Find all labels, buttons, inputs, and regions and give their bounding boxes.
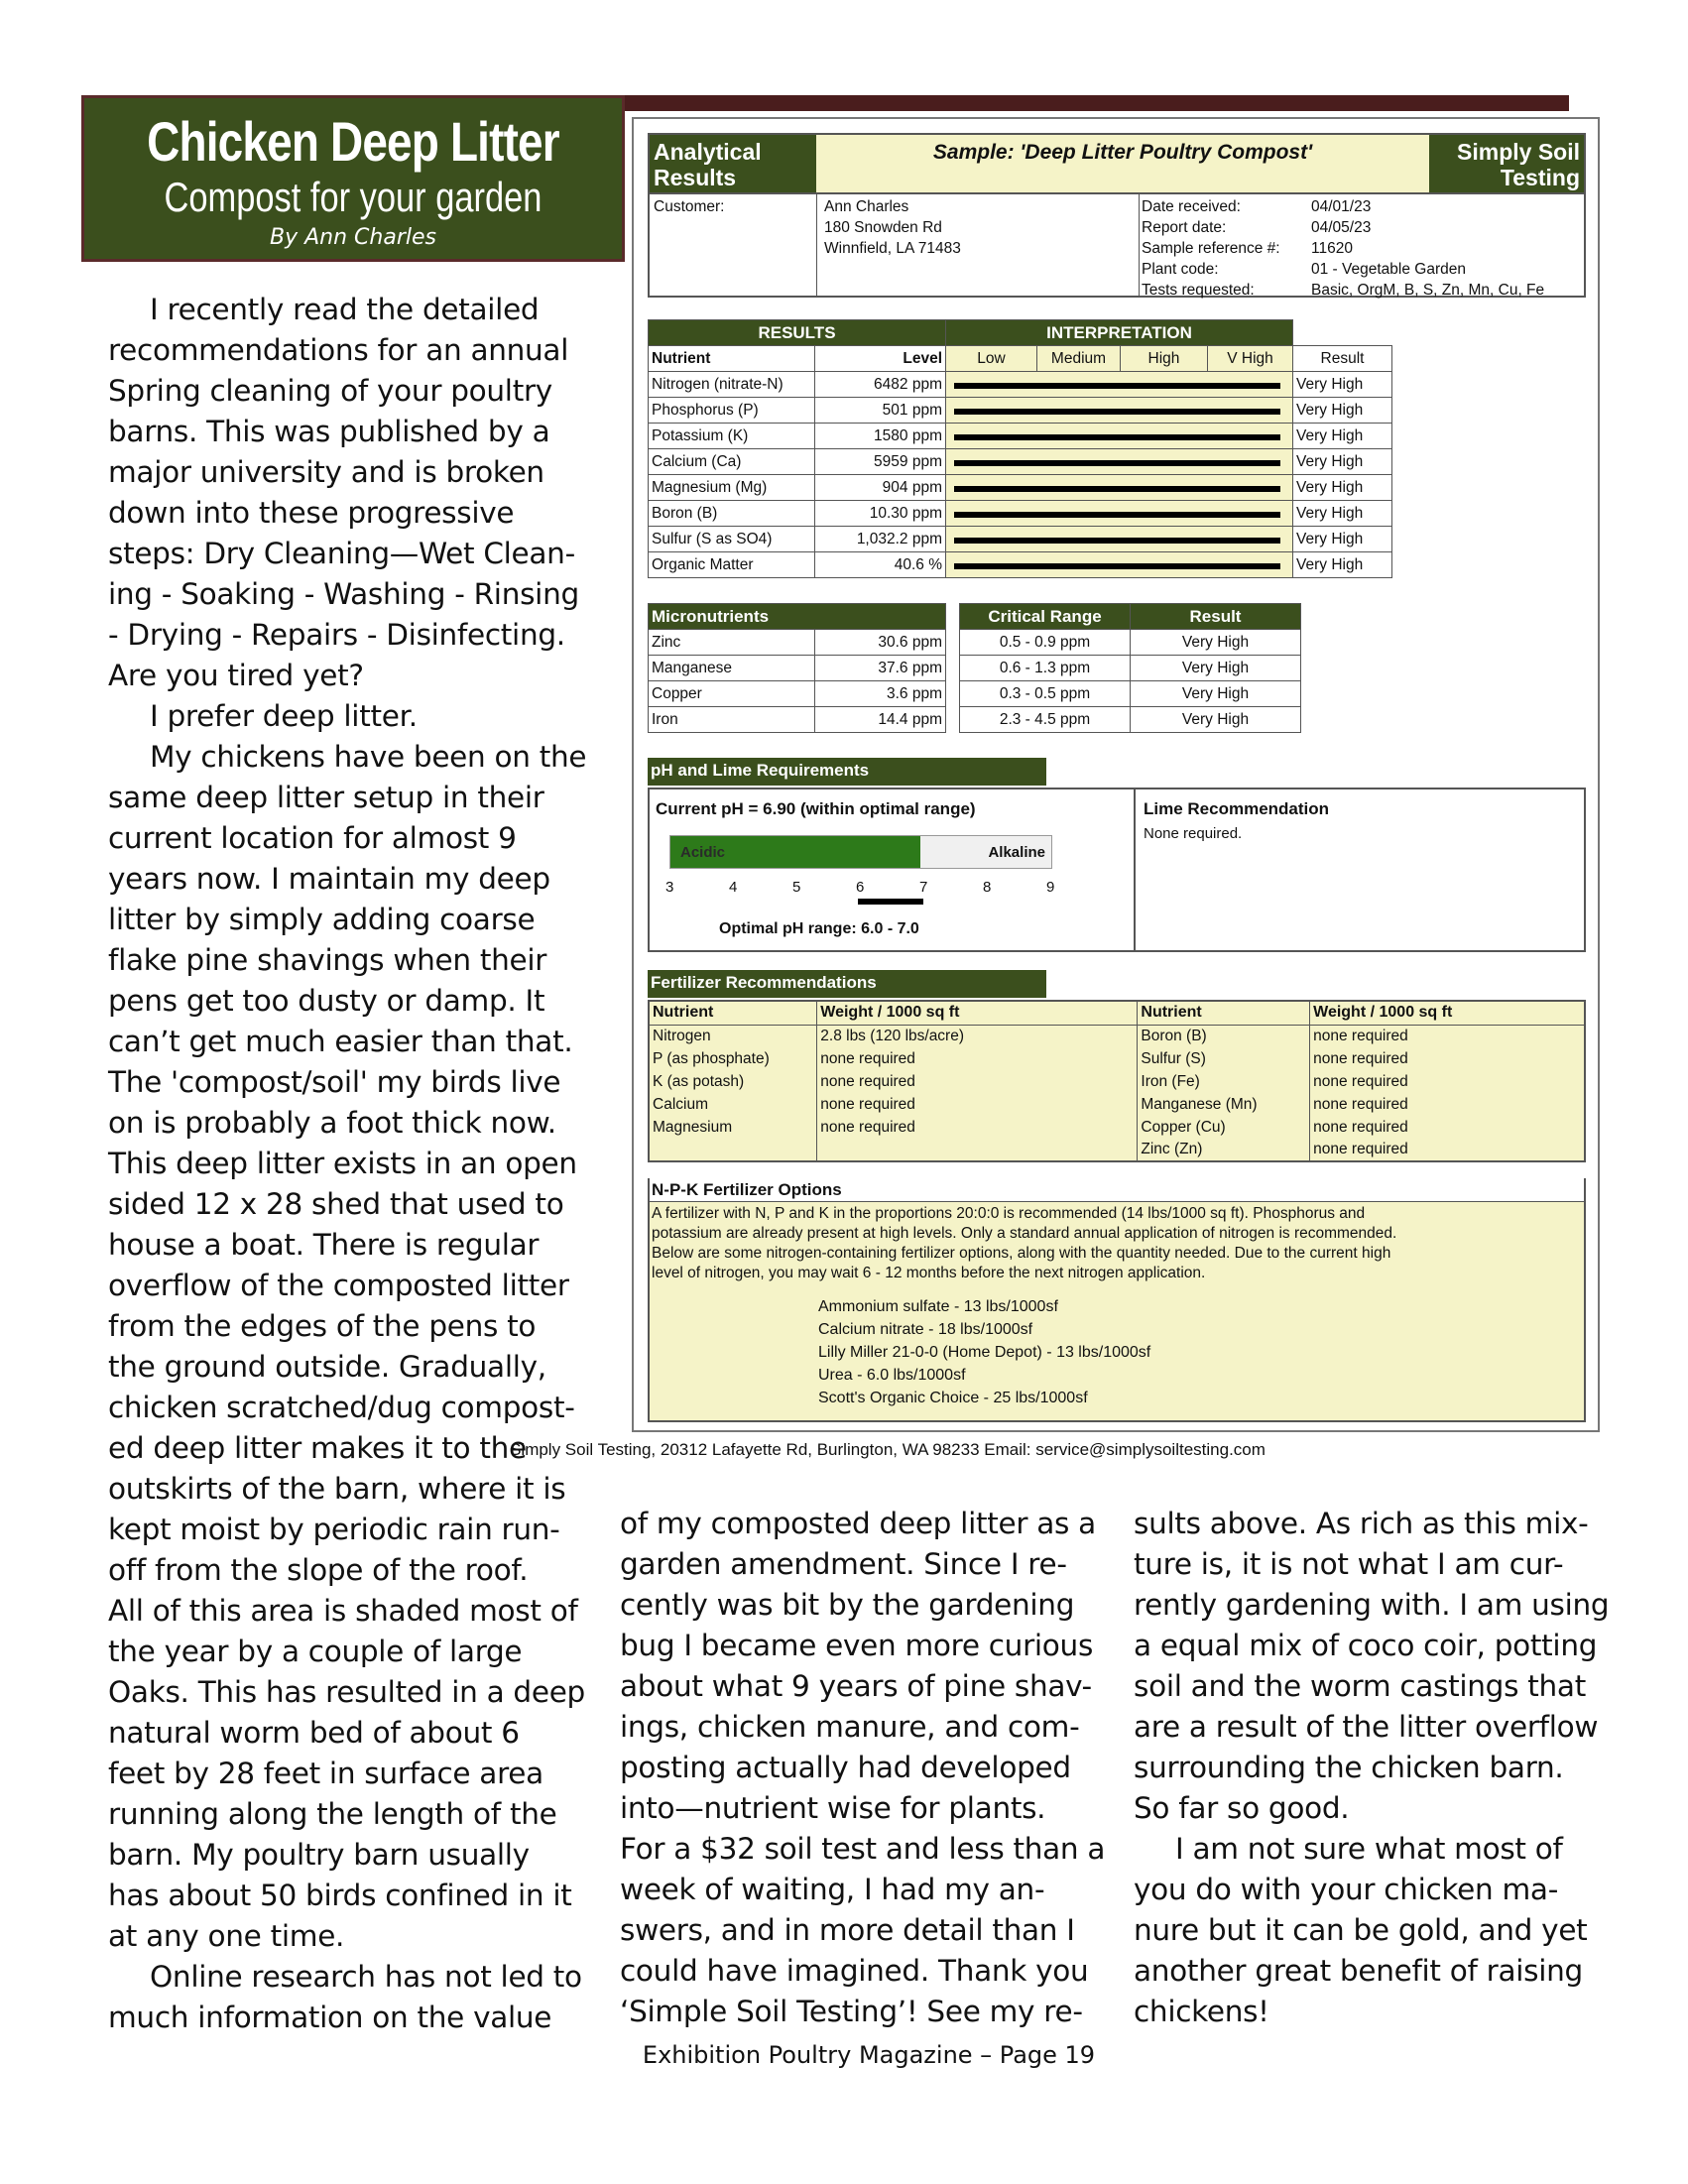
nutrient-result: Very High [1293,449,1392,475]
critical-result: Very High [1131,707,1301,733]
article-line: kept moist by periodic rain run- [108,1513,560,1546]
ph-tick-label: 3 [665,879,674,896]
article-line: from the edges of the pens to [108,1309,537,1343]
article-line: natural worm bed of about 6 [108,1716,520,1750]
micro-row [649,707,946,733]
article-line: overflow of the composted litter [108,1269,569,1302]
col-medium: Medium [1037,346,1121,372]
page-footer: Exhibition Poultry Magazine – Page 19 [642,2041,1096,2069]
article-line: ture is, it is not what I am cur- [1134,1547,1564,1581]
results-row [649,552,1392,578]
results-row [649,449,1392,475]
nutrient-name: Sulfur (S as SO4) [649,527,815,552]
fert-nutrient: Boron (B) [1138,1025,1310,1047]
soil-test-report [632,117,1600,1432]
info-label: Plant code: [1142,261,1219,278]
fertilizer-table [648,1000,1586,1162]
fert-nutrient: P (as phosphate) [649,1047,817,1070]
article-line: ed deep litter makes it to the [108,1431,527,1465]
article-line: feet by 28 feet in surface area [108,1757,543,1790]
nutrient-name: Phosphorus (P) [649,398,815,424]
nutrient-result: Very High [1293,552,1392,578]
article-subtitle: Compost for your garden [164,174,543,220]
npk-title: N-P-K Fertilizer Options [650,1178,1584,1202]
customer-address [820,196,961,259]
fert-nutrient: Manganese (Mn) [1138,1093,1310,1116]
npk-option: Scott's Organic Choice - 25 lbs/1000sf [818,1390,1088,1406]
article-line: sided 12 x 28 shed that used to [108,1187,564,1221]
article-line: This deep litter exists in an open [108,1147,577,1180]
ph-optimal-label: Optimal pH range: 6.0 - 7.0 [719,920,919,937]
article-line: steps: Dry Cleaning—Wet Clean- [108,537,575,570]
level-bar-cell [946,475,1293,501]
col-result: Result [1293,346,1392,372]
article-line: house a boat. There is regular [108,1228,540,1262]
micro-name: Copper [649,681,815,707]
article-line: major university and is broken [108,455,544,489]
level-bar-cell [946,501,1293,527]
lime-value: None required. [1144,825,1243,842]
level-bar-cell [946,527,1293,552]
critical-result: Very High [1131,681,1301,707]
ph-scale-bar [669,835,1052,869]
level-bar-cell [946,552,1293,578]
article-line: has about 50 birds confined in it [108,1879,572,1912]
col-level: Level [815,346,946,372]
article-line: running along the length of the [108,1797,557,1831]
fertilizer-row [649,1116,1585,1139]
fertilizer-title: Fertilizer Recommendations [648,970,1046,998]
article-line: outskirts of the barn, where it is [108,1472,566,1506]
fertilizer-row [649,1025,1585,1047]
info-label: Report date: [1142,219,1227,236]
article-line: you do with your chicken ma- [1134,1873,1559,1906]
fert-weight: none required [1310,1093,1585,1116]
npk-options [648,1178,1586,1422]
article-line: chicken scratched/dug compost- [108,1391,575,1424]
article-line: Online research has not led to [150,1960,582,1994]
article-line: chickens! [1134,1995,1269,2028]
nutrient-result: Very High [1293,527,1392,552]
info-value: 04/01/23 [1311,198,1372,215]
results-title: RESULTS [649,320,946,346]
level-bar [954,460,1280,466]
article-line: surrounding the chicken barn. [1134,1751,1564,1784]
npk-option: Ammonium sulfate - 13 lbs/1000sf [818,1298,1058,1315]
info-label: Tests requested: [1142,282,1255,299]
nutrient-name: Organic Matter [649,552,815,578]
level-bar [954,409,1280,415]
customer-line: 180 Snowden Rd [824,219,942,236]
article-line: litter by simply adding coarse [108,903,536,936]
article-line: All of this area is shaded most of [108,1594,578,1628]
ph-tick-label: 4 [729,879,738,896]
report-header [648,133,1586,194]
fert-nutrient: Calcium [649,1093,817,1116]
critical-range: 0.3 - 0.5 ppm [960,681,1131,707]
npk-text [650,1202,1584,1285]
article-line: on is probably a foot thick now. [108,1106,556,1140]
fert-nutrient: Iron (Fe) [1138,1070,1310,1093]
article-line: of my composted deep litter as a [620,1507,1096,1540]
interpretation-title: INTERPRETATION [946,320,1293,346]
fert-weight: none required [1310,1047,1585,1070]
nutrient-level: 40.6 % [815,552,946,578]
nutrient-result: Very High [1293,501,1392,527]
results-row [649,424,1392,449]
info-value: Basic, OrgM, B, S, Zn, Mn, Cu, Fe [1311,282,1545,299]
micro-name: Manganese [649,656,815,681]
info-label: Sample reference #: [1142,240,1280,257]
article-line: For a $32 soil test and less than a [620,1832,1106,1866]
ph-current: Current pH = 6.90 (within optimal range) [656,799,976,818]
fert-weight: none required [1310,1139,1585,1161]
fert-col-weight: Weight / 1000 sq ft [817,1001,1138,1025]
report-sample-name: Sample: 'Deep Litter Poultry Compost' [816,135,1429,192]
article-title-box [81,95,625,262]
customer-label: Customer: [654,198,725,215]
ph-tick-label: 8 [983,879,992,896]
article-line: I recently read the detailed [150,293,540,326]
critical-range: 0.6 - 1.3 ppm [960,656,1131,681]
fert-weight: none required [1310,1116,1585,1139]
critical-result: Very High [1131,656,1301,681]
results-row [649,398,1392,424]
info-value: 11620 [1311,240,1353,257]
article-line: the ground outside. Gradually, [108,1350,546,1384]
critical-row [960,656,1301,681]
critical-range-title: Critical Range [960,604,1131,630]
article-line: nure but it can be gold, and yet [1134,1913,1588,1947]
ph-tick-label: 5 [792,879,801,896]
col-high: High [1121,346,1208,372]
fert-weight: none required [1310,1070,1585,1093]
level-bar [954,486,1280,492]
npk-text-line: A fertilizer with N, P and K in the proportions 20:0:0 is recommended (14 lbs/1000 sq ft). Phosphorus and [652,1205,1366,1222]
nutrient-name: Potassium (K) [649,424,815,449]
micro-value: 30.6 ppm [815,630,946,656]
level-bar [954,383,1280,389]
results-table [648,319,1392,578]
article-line: bug I became even more curious [620,1629,1094,1662]
fert-weight: none required [1310,1025,1585,1047]
article-line: ing - Soaking - Washing - Rinsing [108,577,579,611]
micro-name: Zinc [649,630,815,656]
fert-weight: none required [817,1047,1138,1070]
level-bar-cell [946,449,1293,475]
critical-result-title: Result [1131,604,1301,630]
fert-weight: 2.8 lbs (120 lbs/acre) [817,1025,1138,1047]
article-line: a equal mix of coco coir, potting [1134,1629,1598,1662]
nutrient-level: 6482 ppm [815,372,946,398]
customer-line: Ann Charles [824,198,909,215]
nutrient-level: 10.30 ppm [815,501,946,527]
ph-alkaline-label: Alkaline [988,844,1045,861]
report-brand [1429,135,1584,192]
report-header-left-line: Results [654,165,737,190]
article-line: I am not sure what most of [1175,1832,1563,1866]
fert-nutrient: Nitrogen [649,1025,817,1047]
article-line: into—nutrient wise for plants. [620,1791,1046,1825]
nutrient-level: 501 ppm [815,398,946,424]
ph-panel [648,788,1586,952]
micro-name: Iron [649,707,815,733]
fert-col-nutrient: Nutrient [649,1001,817,1025]
ph-tick-label: 6 [856,879,865,896]
article-line: Spring cleaning of your poultry [108,374,552,408]
micro-value: 14.4 ppm [815,707,946,733]
fert-nutrient: Zinc (Zn) [1138,1139,1310,1161]
nutrient-name: Magnesium (Mg) [649,475,815,501]
fert-weight [817,1139,1138,1161]
article-line: about what 9 years of pine shav- [620,1669,1092,1703]
col-nutrient: Nutrient [649,346,815,372]
article-line: The 'compost/soil' my birds live [108,1065,561,1099]
fert-nutrient: Sulfur (S) [1138,1047,1310,1070]
nutrient-level: 1580 ppm [815,424,946,449]
nutrient-result: Very High [1293,475,1392,501]
micronutrients-title: Micronutrients [649,604,946,630]
critical-result: Very High [1131,630,1301,656]
results-row [649,501,1392,527]
report-header-left [650,135,816,192]
nutrient-level: 1,032.2 ppm [815,527,946,552]
article-line: posting actually had developed [620,1751,1071,1784]
results-row [649,372,1392,398]
article-column-1 [108,290,587,2038]
article-line: off from the slope of the roof. [108,1553,529,1587]
report-footer: Simply Soil Testing, 20312 Lafayette Rd, Burlington, WA 98233 Email: service@simplysoiltesting.com [510,1440,1266,1459]
npk-option: Lilly Miller 21-0-0 (Home Depot) - 13 lbs/1000sf [818,1344,1151,1361]
critical-row [960,707,1301,733]
article-column-2 [620,1504,1106,2032]
results-row [649,527,1392,552]
ph-title: pH and Lime Requirements [648,758,1046,786]
npk-option-list [650,1295,1584,1409]
fert-nutrient: Magnesium [649,1116,817,1139]
fert-nutrient: K (as potash) [649,1070,817,1093]
info-value: 01 - Vegetable Garden [1311,261,1466,278]
report-info-values [1311,196,1544,301]
npk-option: Calcium nitrate - 18 lbs/1000sf [818,1321,1033,1338]
level-bar [954,563,1280,569]
ph-tick-label: 9 [1046,879,1055,896]
nutrient-result: Very High [1293,398,1392,424]
level-bar [954,538,1280,544]
fertilizer-row [649,1047,1585,1070]
article-line: at any one time. [108,1919,345,1953]
article-line: current location for almost 9 [108,821,517,855]
npk-option: Urea - 6.0 lbs/1000sf [818,1367,966,1384]
article-line: barn. My poultry barn usually [108,1838,530,1872]
npk-text-line: level of nitrogen, you may wait 6 - 12 months before the next nitrogen application. [652,1265,1206,1281]
level-bar-cell [946,398,1293,424]
npk-text-line: potassium are already present at high levels. Only a standard annual application of nitrogen is recommended. [652,1225,1397,1242]
report-info-labels [1139,194,1280,298]
micro-row [649,681,946,707]
nutrient-level: 904 ppm [815,475,946,501]
fert-col-weight-2: Weight / 1000 sq ft [1310,1001,1585,1025]
micro-row [649,630,946,656]
article-byline: By Ann Charles [270,225,436,250]
article-line: same deep litter setup in their [108,781,544,814]
article-line: the year by a couple of large [108,1635,523,1668]
article-line: down into these progressive [108,496,515,530]
info-value: 04/05/23 [1311,219,1372,236]
nutrient-name: Nitrogen (nitrate-N) [649,372,815,398]
article-line: are a result of the litter overflow [1134,1710,1599,1744]
micronutrients-table [648,603,946,733]
report-header-left-line: Analytical [654,139,762,165]
level-bar [954,434,1280,440]
customer-info [648,194,1586,298]
article-line: years now. I maintain my deep [108,862,550,896]
level-bar-cell [946,372,1293,398]
article-title: Chicken Deep Litter [147,110,559,173]
nutrient-result: Very High [1293,424,1392,449]
article-line: ‘Simple Soil Testing’! See my re- [620,1995,1083,2028]
article-line: rently gardening with. I am using [1134,1588,1610,1622]
customer-line: Winnfield, LA 71483 [824,240,961,257]
fertilizer-row [649,1070,1585,1093]
fert-col-nutrient-2: Nutrient [1138,1001,1310,1025]
article-line: much information on the value [108,2001,552,2034]
article-line: My chickens have been on the [150,740,587,774]
ph-optimal-range-marker [858,899,923,905]
article-line: So far so good. [1134,1791,1350,1825]
article-line: can’t get much easier than that. [108,1025,573,1058]
article-line: - Drying - Repairs - Disinfecting. [108,618,565,652]
article-line: Oaks. This has resulted in a deep [108,1675,585,1709]
article-line: could have imagined. Thank you [620,1954,1089,1988]
info-label: Date received: [1142,198,1241,215]
article-line: pens get too dusty or damp. It [108,984,545,1018]
article-line: cently was bit by the gardening [620,1588,1075,1622]
article-line: barns. This was published by a [108,415,550,448]
ph-left [650,789,1136,950]
article-line: Are you tired yet? [108,659,364,692]
micro-value: 3.6 ppm [815,681,946,707]
fertilizer-row [649,1093,1585,1116]
level-bar [954,512,1280,518]
article-line: another great benefit of raising [1134,1954,1583,1988]
article-line: flake pine shavings when their [108,943,547,977]
article-column-3 [1134,1504,1610,2032]
col-vhigh: V High [1208,346,1293,372]
level-bar-cell [946,424,1293,449]
article-line: sults above. As rich as this mix- [1134,1507,1589,1540]
article-line: ings, chicken manure, and com- [620,1710,1080,1744]
micro-value: 37.6 ppm [815,656,946,681]
fert-weight: none required [817,1116,1138,1139]
results-row [649,475,1392,501]
article-line: soil and the worm castings that [1134,1669,1586,1703]
nutrient-name: Calcium (Ca) [649,449,815,475]
critical-range-table [959,603,1301,733]
col-low: Low [946,346,1037,372]
article-line: week of waiting, I had my an- [620,1873,1045,1906]
article-line: garden amendment. Since I re- [620,1547,1067,1581]
critical-range: 0.5 - 0.9 ppm [960,630,1131,656]
micro-row [649,656,946,681]
nutrient-level: 5959 ppm [815,449,946,475]
nutrient-name: Boron (B) [649,501,815,527]
critical-row [960,630,1301,656]
article-line: swers, and in more detail than I [620,1913,1075,1947]
report-brand-line: Testing [1500,165,1580,190]
critical-row [960,681,1301,707]
nutrient-result: Very High [1293,372,1392,398]
npk-text-line: Below are some nitrogen-containing fertilizer options, along with the quantity needed. Due to the current high [652,1245,1391,1262]
fert-weight: none required [817,1070,1138,1093]
lime-title: Lime Recommendation [1144,799,1330,818]
fert-nutrient: Copper (Cu) [1138,1116,1310,1139]
ph-acidic-fill: Acidic [670,836,920,868]
critical-range: 2.3 - 4.5 ppm [960,707,1131,733]
ph-tick-label: 7 [919,879,928,896]
article-line: recommendations for an annual [108,333,569,367]
fert-nutrient [649,1139,817,1161]
report-brand-line: Simply Soil [1457,139,1580,165]
fert-weight: none required [817,1093,1138,1116]
fertilizer-row [649,1139,1585,1161]
article-line: I prefer deep litter. [150,699,418,733]
